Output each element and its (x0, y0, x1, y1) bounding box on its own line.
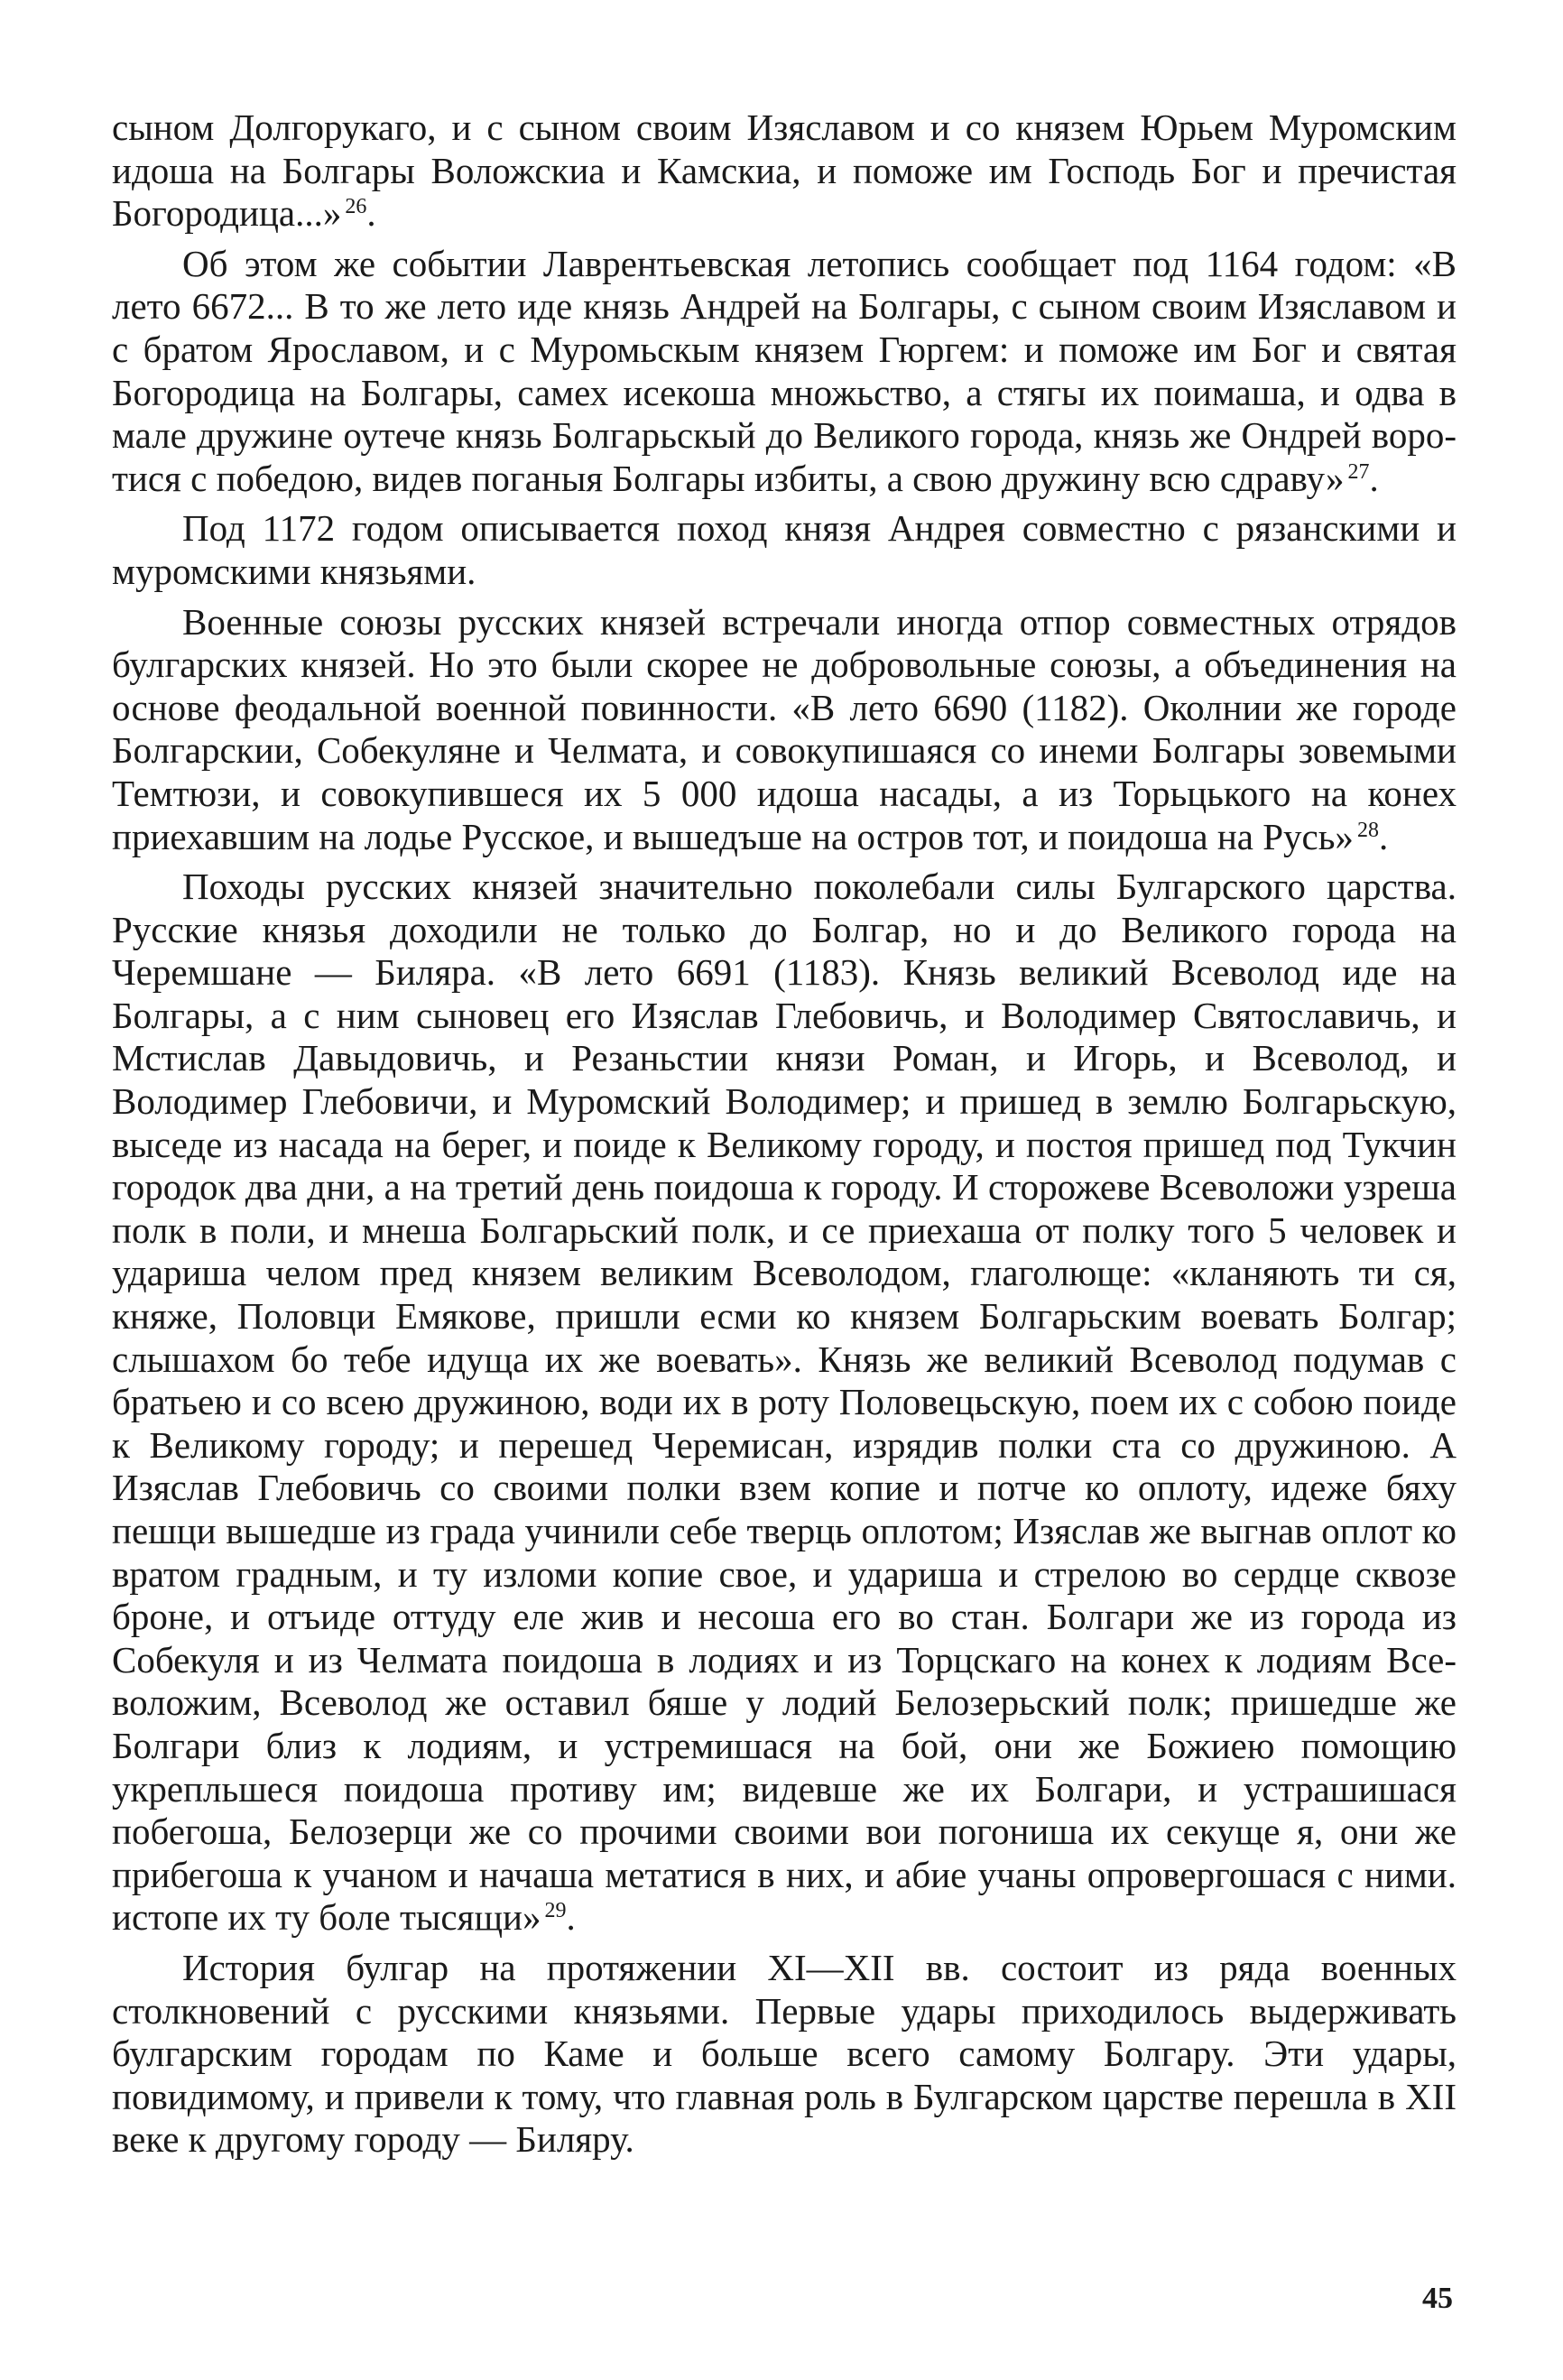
paragraph (112, 866, 1457, 1940)
paragraph-text: Под 1172 годом описывается поход князя Андрея совместно с рязанскими и муромскими князьями. (112, 507, 1457, 592)
paragraph (112, 507, 1457, 593)
paragraph (112, 1947, 1457, 2162)
footnote-marker: 27 (1347, 459, 1370, 484)
page-number: 45 (1422, 2282, 1453, 2315)
paragraph-text: Военные союзы русских князей встречали иногда отпор совместных отрядов булгарских князей. Но это были скорее не добровольные союзы, а объединения на основе феодальной военной повинности. «В лето 6690 (1182). Околнии же городе Болгарскии, Собекуляне и Челмата, и совокупишаяся со инеми Болгары зовемыми Темтюзи, и совокупившеся их 5 000 идоша насады, а из Торьцького на конех приехавшим на лодье Русское, и вышедъше на остров тот, и поидоша на Русь» (112, 600, 1457, 857)
paragraph-end: . (1369, 457, 1379, 499)
paragraph (112, 601, 1457, 859)
paragraph-text: История булгар на протяжении XI—XII вв. состоит из ряда военных столкновений с русскими князьями. Первые удары приходилось выдерживать булгарским городам по Каме и больше всего самому Болгару. Эти удары, повидимому, и привели к тому, что главная роль в Булгарском царстве перешла в XII веке к другому городу — Биляру. (112, 1946, 1457, 2161)
paragraph-end: . (566, 1896, 576, 1939)
footnote-marker: 26 (345, 195, 367, 219)
paragraph (112, 243, 1457, 501)
paragraph-text: Походы русских князей значительно поколебали силы Булгарского царства. Русские князья доходили не только до Болгар, но и до Великого города на Черемшане — Биляра. «В лето 6691 (1183). Князь великий Всеволод иде на Болгары, а с ним сыновец его Изяслав Глебовичь, и Володимер Святославичь, и Мстислав Давыдовичь, и Резаньстии князи Роман, и Игорь, и Всеволод, и Володимер Глебовичи, и Муромский Володимер; и пришед в землю Болгарьскую, выседе из насада на берег, и поиде к Великому городу, и постоя пришед под Тукчин городок два дни, а на третий день поидоша к городу. И сторожеве Всеволожи узреша полк в поли, и мнеша Болгарьский полк, и се приехаша от полку того 5 человек и удариша челом пред князем великим Всеволодом, глаголюще: «кланяють ти ся, княже, Половци Емякове, пришли есми ко князем Болгарьским воевать Болгар; слышахом бо тебе идуща их же воевать». Князь же великий Всеволод подумав с братьею и со всею дружиною, води их в роту Половецьскую, поем их с собою поиде к Великому городу; и перешед Черемисан, изрядив полки ста со дружиною. А Изяслав Глебовичь со своими полки взем копие и потче ко оплоту, идеже бяху пешци вышедше из града учинили себе тверць оплотом; Изяслав же выгнав оплот ко вратом градным, и ту изломи копие свое, и удариша и стрелою во сердце сквозе броне, и отъиде оттуду еле жив и несоша его во стан. Болгари же из города из Собекуля и из Челмата поидоша в лодиях и из Торцскаго на конех к лодиям Всеволожим, Всеволод же оставил бяше у лодий Белозерьский полк; пришедше же Болгари близ к лодиям, и устремишася на бой, они же Божиею помощию укрепльшеся поидоша противу им; видевше же их Болгари, и устрашишася побегоша, Белозерци же со прочими своими вои погониша их секуще я, они же прибегоша к учаном и начаша метатися в них, и абие учаны опровергошася с ними. истопе их ту боле тысящи» (112, 866, 1457, 1939)
paragraph-end: . (366, 192, 376, 235)
paragraph-end: . (1378, 815, 1389, 857)
footnote-marker: 29 (544, 1899, 567, 1923)
paragraph-text: сыном Долгорукаго, и с сыном своим Изяславом и со князем Юрьем Муромским идоша на Болгары Воложскиа и Камскиа, и поможе им Господь Бог и пречистая Богородица...» (112, 106, 1457, 235)
paragraph (112, 106, 1457, 236)
paragraph-text: Об этом же событии Лаврентьевская летопись сообщает под 1164 годом: «В лето 6672... В то же лето иде князь Андрей на Болгары, с сыном своим Изяславом и с братом Ярославом, и с Муромьскым князем Гюргем: и поможе им Бог и святая Богородица на Болгары, самех исекоша множьство, а стягы их поимаша, и одва в мале дружине оутече князь Болгарьскый до Великого города, князь же Ондрей воротися с победою, видев поганыя Болгары избиты, а свою дружину всю сдраву» (112, 242, 1457, 499)
footnote-marker: 28 (1356, 818, 1379, 842)
body-text (112, 106, 1457, 2162)
